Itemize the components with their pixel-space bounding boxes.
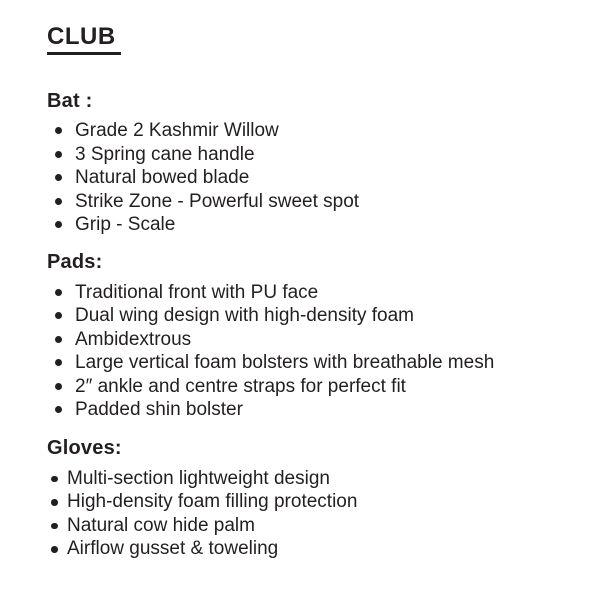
bullet-icon (55, 312, 62, 319)
list-item-text: 2″ ankle and centre straps for perfect fit (75, 375, 406, 397)
list-item (47, 351, 560, 375)
list-item (47, 304, 560, 328)
list-item-text: 3 Spring cane handle (75, 143, 255, 165)
section-heading-bat: Bat : (47, 90, 93, 112)
bullet-icon (55, 127, 62, 134)
list-item (47, 375, 560, 399)
bullet-icon (55, 198, 62, 205)
bullet-icon (55, 289, 62, 296)
section-heading-gloves: Gloves: (47, 436, 122, 459)
list-item (47, 328, 560, 352)
list-item-text: High-density foam filling protection (67, 491, 358, 512)
pads-bullet-list (47, 281, 560, 422)
list-item (47, 143, 560, 167)
list-item (47, 166, 560, 190)
section-heading-pads: Pads: (47, 250, 103, 273)
list-item (47, 514, 560, 538)
section-bat (47, 89, 560, 237)
gloves-bullet-list (47, 467, 560, 561)
list-item-text: Dual wing design with high-density foam (75, 305, 415, 326)
bullet-icon (55, 359, 62, 366)
list-item-text: Padded shin bolster (75, 399, 243, 420)
list-item (47, 537, 560, 561)
bullet-icon (55, 221, 62, 228)
bullet-icon (55, 336, 62, 343)
bullet-icon (51, 499, 58, 506)
bullet-icon (55, 383, 62, 390)
list-item (47, 467, 560, 491)
bullet-icon (55, 151, 62, 158)
list-item (47, 213, 560, 237)
list-item-text: Grade 2 Kashmir Willow (75, 120, 279, 141)
section-gloves (47, 436, 560, 561)
list-item-text: Large vertical foam bolsters with breathable mesh (75, 352, 495, 373)
list-item-text: Traditional front with PU face (75, 281, 319, 303)
list-item-text: Natural bowed blade (75, 167, 250, 188)
list-item-text: Grip - Scale (75, 214, 176, 235)
list-item-text: Ambidextrous (75, 328, 192, 350)
list-item (47, 119, 560, 143)
section-pads (47, 250, 560, 422)
list-item-text: Multi-section lightweight design (67, 467, 330, 489)
list-item (47, 398, 560, 422)
list-item-text: Strike Zone - Powerful sweet spot (75, 190, 360, 212)
bullet-icon (55, 174, 62, 181)
bullet-icon (51, 476, 58, 483)
list-item (47, 190, 560, 214)
bat-bullet-list (47, 119, 560, 237)
page-title: CLUB (47, 24, 121, 55)
bullet-icon (51, 546, 58, 553)
list-item (47, 281, 560, 305)
list-item (47, 490, 560, 514)
list-item-text: Airflow gusset & toweling (67, 538, 279, 559)
bullet-icon (51, 523, 58, 530)
bullet-icon (55, 406, 62, 413)
list-item-text: Natural cow hide palm (67, 514, 255, 536)
